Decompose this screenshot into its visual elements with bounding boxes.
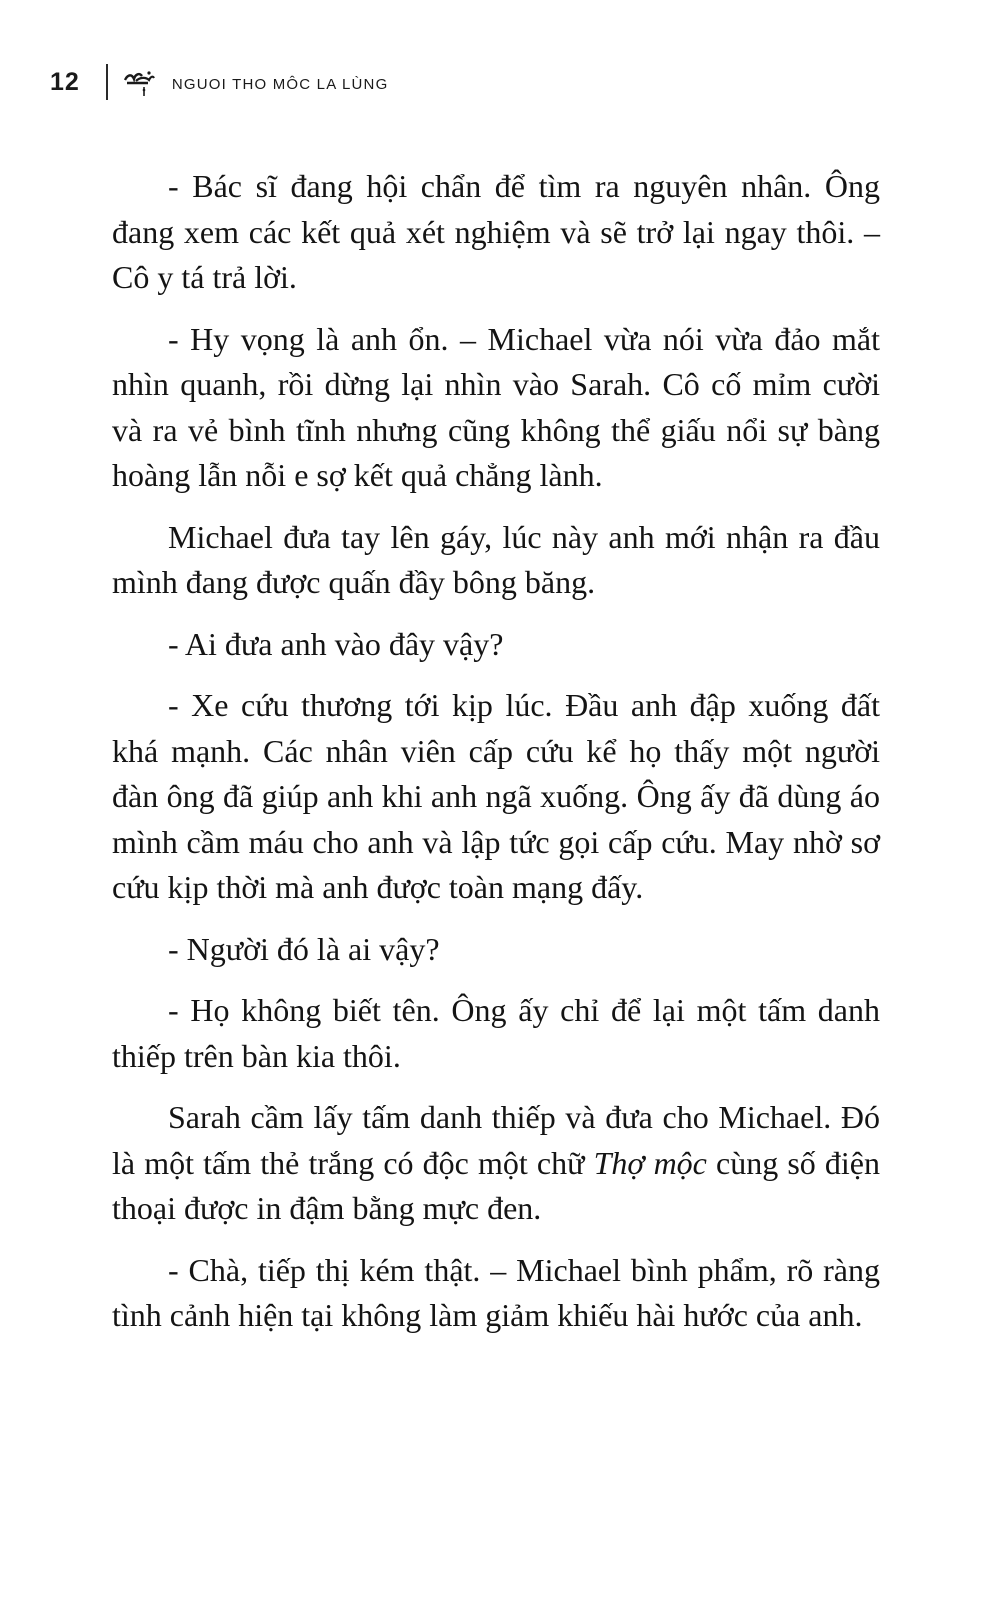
page-header xyxy=(50,62,388,102)
page-number: 12 xyxy=(50,67,80,96)
flourish-icon xyxy=(122,66,156,98)
paragraph-text: Sarah cầm lấy tấm danh thiếp và đưa cho Michael. Đó là một tấm thẻ trắng có độc một chữ xyxy=(112,1099,880,1181)
paragraph-business-card xyxy=(112,1095,880,1232)
paragraph: - Ai đưa anh vào đây vậy? xyxy=(168,625,504,662)
paragraph: - Người đó là ai vậy? xyxy=(168,930,440,967)
running-title: NGUOI THO MÔC LA LÙNG xyxy=(171,75,389,93)
header-divider xyxy=(106,64,108,100)
paragraph: - Họ không biết tên. Ông ấy chỉ để lại một tấm danh thiếp trên bàn kia thôi. xyxy=(112,992,880,1074)
paragraph: - Xe cứu thương tới kịp lúc. Đầu anh đập xuống đất khá mạnh. Các nhân viên cấp cứu kể họ thấy một người đàn ông đã giúp anh khi anh ngã xuống. Ông ấy đã dùng áo mình cầm máu cho anh và lập tức gọi cấp cứu. May nhờ sơ cứu kịp thời mà anh được toàn mạng đấy. xyxy=(112,687,880,905)
paragraph: - Chà, tiếp thị kém thật. – Michael bình phẩm, rõ ràng tình cảnh hiện tại không làm giảm khiếu hài hước của anh. xyxy=(112,1251,880,1333)
body-text xyxy=(112,164,880,1355)
paragraph: Michael đưa tay lên gáy, lúc này anh mới nhận ra đầu mình đang được quấn đầy bông băng. xyxy=(112,518,880,600)
paragraph: - Hy vọng là anh ổn. – Michael vừa nói vừa đảo mắt nhìn quanh, rồi dừng lại nhìn vào Sarah. Cô cố mỉm cười và ra vẻ bình tĩnh nhưng cũng không thể giấu nổi sự bàng hoàng lẫn nỗi e sợ kết quả chẳng lành. xyxy=(112,320,880,493)
paragraph-text: cùng số điện thoại được in đậm bằng mực đen. xyxy=(112,1144,880,1226)
emphasized-word: Thợ mộc xyxy=(593,1144,707,1181)
paragraph: - Bác sĩ đang hội chẩn để tìm ra nguyên nhân. Ông đang xem các kết quả xét nghiệm và sẽ trở lại ngay thôi. – Cô y tá trả lời. xyxy=(112,168,880,295)
